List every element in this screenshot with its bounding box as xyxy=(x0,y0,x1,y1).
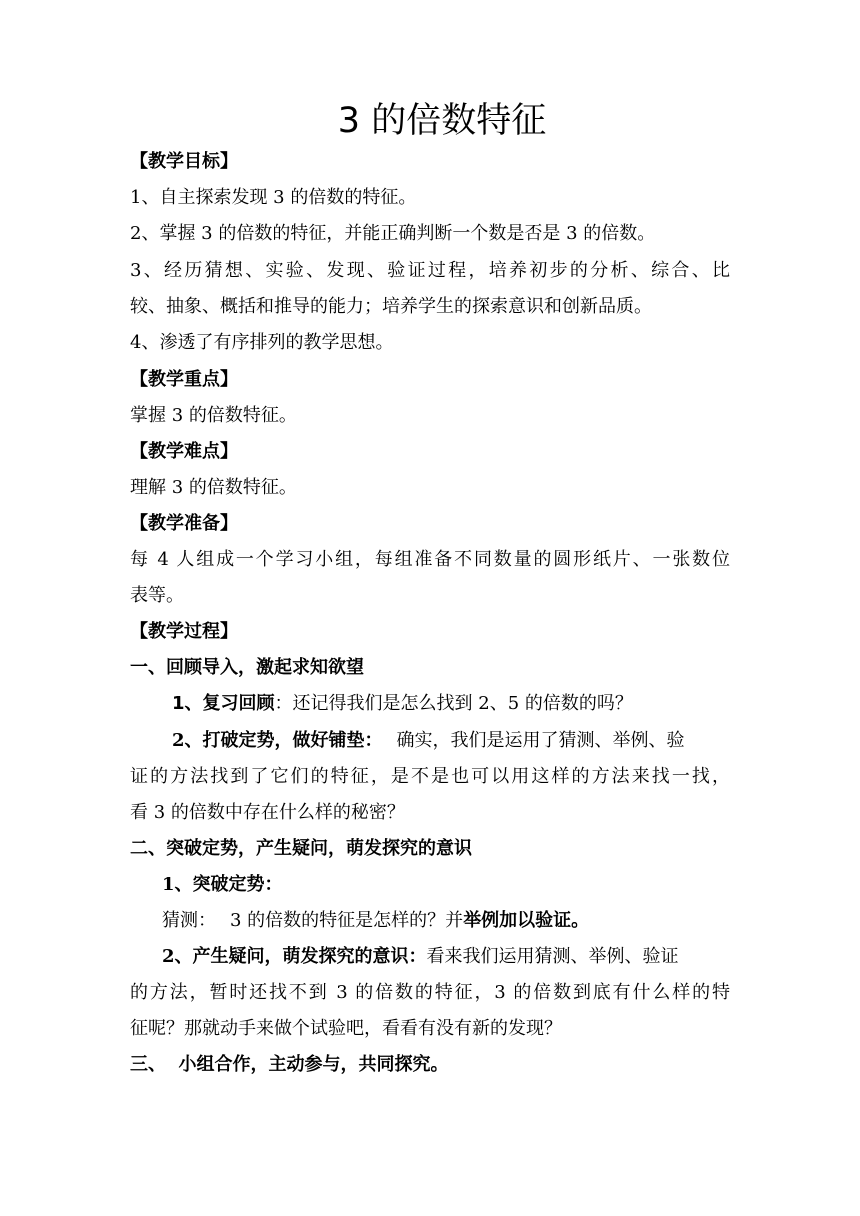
objective-item-3: 3、经历猜想、实验、发现、验证过程，培养初步的分析、综合、比 xyxy=(130,260,730,281)
part1-step2-cont-1: 证的方法找到了它们的特征，是不是也可以用这样的方法来找一找， xyxy=(130,766,730,787)
difficulty-text: 理解 3 的倍数特征。 xyxy=(130,477,297,498)
key-point-text: 掌握 3 的倍数特征。 xyxy=(130,405,297,426)
process-heading: 【教学过程】 xyxy=(130,621,238,642)
preparation-heading: 【教学准备】 xyxy=(130,513,238,534)
document-title: 3 的倍数特征 xyxy=(337,101,547,141)
objective-item-2: 2、掌握 3 的倍数的特征，并能正确判断一个数是否是 3 的倍数。 xyxy=(130,223,656,244)
part1-step1-text: ：还记得我们是怎么找到 2、5 的倍数的吗？ xyxy=(274,693,633,714)
part2-step1-label: 1、突破定势： xyxy=(162,874,283,895)
part2-step2-cont-1: 的方法，暂时还找不到 3 的倍数的特征，3 的倍数到底有什么样的特 xyxy=(130,982,730,1003)
part1-step2 xyxy=(172,729,685,753)
objective-item-1: 1、自主探索发现 3 的倍数的特征。 xyxy=(130,187,417,208)
guess-text: 3 的倍数的特征是怎样的？并 xyxy=(230,910,464,931)
preparation-line-1: 每 4 人组成一个学习小组，每组准备不同数量的圆形纸片、一张数位 xyxy=(130,549,730,570)
objective-item-3-cont: 较、抽象、概括和推导的能力；培养学生的探索意识和创新品质。 xyxy=(130,296,652,317)
guess-bold: 举例加以验证。 xyxy=(463,910,590,931)
preparation-line-2: 表等。 xyxy=(130,585,184,606)
part2-step2 xyxy=(162,945,679,969)
part2-step2-text: 看来我们运用猜测、举例、验证 xyxy=(426,946,679,967)
part1-heading: 一、回顾导入，激起求知欲望 xyxy=(130,657,364,678)
part2-step2-label: 2、产生疑问，萌发探究的意识： xyxy=(162,946,427,967)
difficulty-heading: 【教学难点】 xyxy=(130,441,238,462)
part1-step2-text: 确实，我们是运用了猜测、举例、验 xyxy=(396,730,685,751)
objectives-heading: 【教学目标】 xyxy=(130,151,238,172)
part3-heading: 三、 小组合作，主动参与，共同探究。 xyxy=(130,1054,449,1075)
part1-step1 xyxy=(172,692,633,716)
key-point-heading: 【教学重点】 xyxy=(130,369,238,390)
objective-item-4: 4、渗透了有序排列的教学思想。 xyxy=(130,332,394,353)
part1-step2-cont-2: 看 3 的倍数中存在什么样的秘密？ xyxy=(130,802,405,823)
part1-step1-label: 1、复习回顾 xyxy=(172,693,275,714)
part2-guess xyxy=(162,909,589,933)
part2-step2-cont-2: 征呢？那就动手来做个试验吧，看看有没有新的发现？ xyxy=(130,1018,562,1039)
part2-heading: 二、突破定势，产生疑问，萌发探究的意识 xyxy=(130,838,472,859)
guess-prefix: 猜测： xyxy=(162,910,216,931)
part1-step2-label: 2、打破定势，做好铺垫： xyxy=(172,730,383,751)
